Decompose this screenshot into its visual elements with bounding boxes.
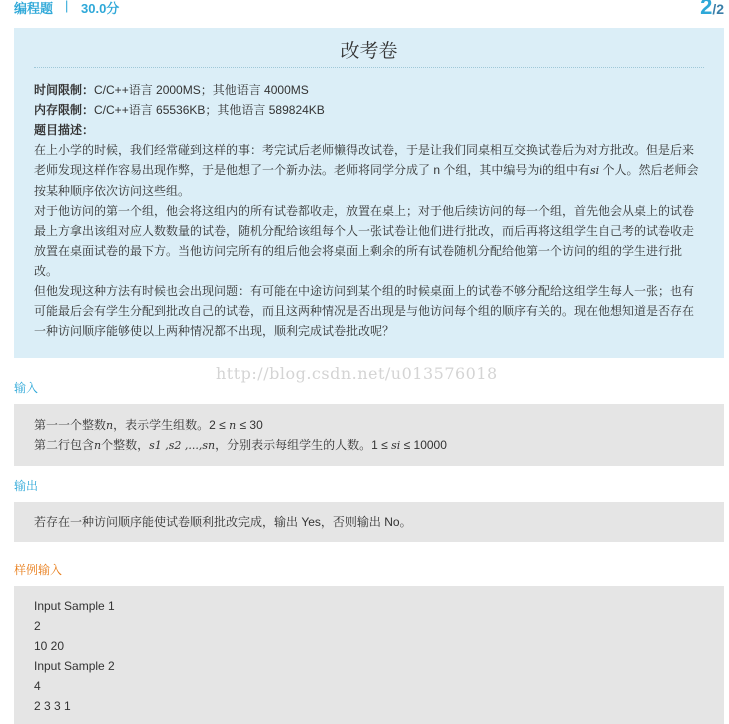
title-divider	[34, 67, 704, 68]
sample-input-box	[14, 586, 724, 724]
question-type-label: 编程题	[14, 1, 54, 16]
input-section-label: 输入	[14, 381, 39, 395]
sample-line: Input Sample 1	[34, 599, 115, 613]
time-limit-row	[34, 80, 714, 100]
blog-watermark: http://blog.csdn.net/u013576018	[216, 364, 498, 383]
time-limit-label: 时间限制：	[34, 83, 95, 97]
input-section-box	[14, 404, 724, 466]
sample-input-label: 样例输入	[14, 563, 63, 577]
description-label-row	[34, 120, 714, 140]
output-text: 若存在一种访问顺序能使试卷顺利批改完成，输出 Yes，否则输出 No。	[34, 515, 412, 529]
description-label: 题目描述：	[34, 123, 95, 137]
output-section-box	[14, 502, 724, 542]
description-line: 对于他访问的第一个组，他会将这组内的所有试卷都收走，放置在桌上；对于他后续访问的每一个组，首先他会从桌上的试卷	[34, 204, 695, 218]
math-var: s1 ,s2 ,...,sn	[149, 439, 216, 452]
memory-limit-row	[34, 100, 714, 120]
description-line: 可能最后会有学生分配到批改自己的试卷，而且这两种情况是否出现是与他访问每个组的顺序有关的。现在他想知道是否存在	[34, 304, 695, 318]
math-var: si	[590, 164, 600, 177]
sample-line: 10 20	[34, 639, 65, 653]
input-line-2: 第二行包含n个整数，s1 ,s2 ,...,sn，分别表示每组学生的人数。1 ≤ si ≤ 10000	[34, 438, 447, 452]
memory-limit-label: 内存限制：	[34, 103, 95, 117]
description-line: 按某种顺序依次访问这些组。	[34, 184, 191, 198]
sample-line: Input Sample 2	[34, 659, 115, 673]
question-counter-total: /2	[712, 1, 724, 17]
problem-description	[34, 80, 714, 341]
sample-line: 2 3 3 1	[34, 699, 71, 713]
problem-statement-panel	[14, 28, 724, 358]
output-section-label: 输出	[14, 479, 39, 493]
memory-limit-value: C/C++语言 65536KB；其他语言 589824KB	[94, 103, 325, 117]
input-line-1: 第一一个整数n，表示学生组数。2 ≤ n ≤ 30	[34, 418, 263, 432]
description-line: 但他发现这种方法有时候也会出现问题：有可能在中途访问到某个组的时候桌面上的试卷不够分配给这组学生每人一张；也有	[34, 284, 695, 298]
time-limit-value: C/C++语言 2000MS；其他语言 4000MS	[94, 83, 309, 97]
description-line: 一种访问顺序能够使以上两种情况都不出现，顺利完成试卷批改呢？	[34, 324, 395, 338]
sample-line: 2	[34, 619, 41, 633]
description-line: 在上小学的时候，我们经常碰到这样的事：考完试后老师懒得改试卷，于是让我们同桌相互交换试卷后为对方批改。但是后来	[34, 143, 695, 157]
description-line: 最上方拿出该组对应人数数量的试卷，随机分配给该组每个人一张试卷让他们进行批改，而后再将这组学生自己考的试卷收走	[34, 224, 695, 238]
question-counter-current: 2	[700, 0, 713, 19]
header-separator: |	[65, 0, 69, 13]
math-var: n	[229, 419, 237, 432]
description-line: 改。	[34, 264, 59, 278]
question-counter	[700, 0, 724, 20]
problem-title: 改考卷	[340, 41, 398, 62]
question-score: 30.0分	[81, 1, 120, 16]
description-line: 老师发现这样作容易出现作弊，于是他想了一个新办法。老师将同学分成了 n 个组，其中编号为i的组中有si 个人。然后老师会	[34, 163, 699, 177]
math-var: si	[391, 439, 401, 452]
math-var: n	[94, 439, 102, 452]
sample-line: 4	[34, 679, 41, 693]
description-line: 放置在桌面试卷的最下方。当他访问完所有的组后他会将桌面上剩余的所有试卷随机分配给他第一个访问的组的学生进行批	[34, 244, 683, 258]
question-header	[0, 0, 729, 22]
math-var: n	[106, 419, 114, 432]
